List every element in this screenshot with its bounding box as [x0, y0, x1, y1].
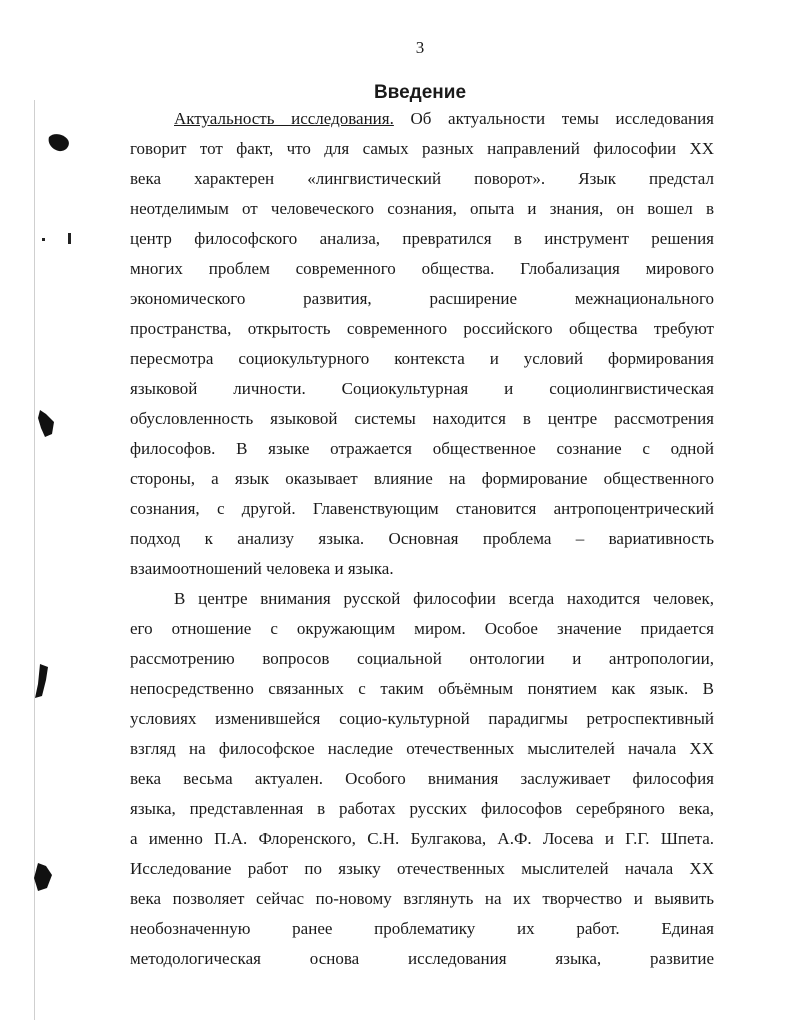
text-line: центр философского анализа, превратился в инструмент решения: [130, 229, 714, 248]
text-line: условиях изменившейся социо-культурной парадигмы ретроспективный: [130, 709, 714, 728]
scan-mark-5: [32, 860, 56, 894]
text-line: языковой личности. Социокультурная и социолингвистическая: [130, 379, 714, 398]
text-line: экономического развития, расширение межнационального: [130, 289, 714, 308]
text-line: методологическая основа исследования языка, развитие: [130, 949, 714, 968]
text-line: века характерен «лингвистический поворот». Язык предстал: [130, 169, 714, 188]
text-line: обусловленность языковой системы находится в центре рассмотрения: [130, 409, 714, 428]
text-line: а именно П.А. Флоренского, С.Н. Булгакова, А.Ф. Лосева и Г.Г. Шпета.: [130, 829, 714, 848]
text-line: взаимоотношений человека и языка.: [130, 559, 394, 578]
text-line: взгляд на философское наследие отечественных мыслителей начала XX: [130, 739, 714, 758]
text-line: стороны, а язык оказывает влияние на формирование общественного: [130, 469, 714, 488]
scan-mark-4: [32, 662, 54, 702]
text-line: сознания, с другой. Главенствующим становится антропоцентрический: [130, 499, 714, 518]
text-line: его отношение с окружающим миром. Особое значение придается: [130, 619, 714, 638]
scan-mark-2: [40, 232, 76, 246]
section-heading: Актуальность исследования.: [174, 109, 394, 128]
text-line: неотделимым от человеческого сознания, опыта и знания, он вошел в: [130, 199, 714, 218]
text-line: многих проблем современного общества. Глобализация мирового: [130, 259, 714, 278]
text-line: необозначенную ранее проблематику их работ. Единая: [130, 919, 714, 938]
text-line: подход к анализу языка. Основная проблема – вариативность: [130, 529, 714, 548]
text-line: пространства, открытость современного российского общества требуют: [130, 319, 714, 338]
text-line: говорит тот факт, что для самых разных направлений философии XX: [130, 139, 714, 158]
scan-mark-1: [46, 132, 72, 154]
text-line: рассмотрению вопросов социальной онтологии и антропологии,: [130, 649, 714, 668]
text-line: Актуальность исследования. Об актуальности темы исследования: [174, 109, 715, 128]
scan-mark-3: [36, 408, 60, 440]
text-line: В центре внимания русской философии всегда находится человек,: [174, 589, 714, 608]
text-line: века позволяет сейчас по-новому взглянуть на их творчество и выявить: [130, 889, 714, 908]
text-line: века весьма актуален. Особого внимания заслуживает философия: [130, 769, 714, 788]
text-line: философов. В языке отражается общественное сознание с одной: [130, 439, 714, 458]
text-line: Исследование работ по языку отечественных мыслителей начала XX: [130, 859, 714, 878]
text-line: пересмотра социокультурного контекста и условий формирования: [130, 349, 714, 368]
page-title: Введение: [373, 82, 467, 103]
page-number: 3: [415, 38, 425, 57]
text-line: непосредственно связанных с таким объёмным понятием как язык. В: [130, 679, 714, 698]
text-line: языка, представленная в работах русских философов серебряного века,: [130, 799, 714, 818]
